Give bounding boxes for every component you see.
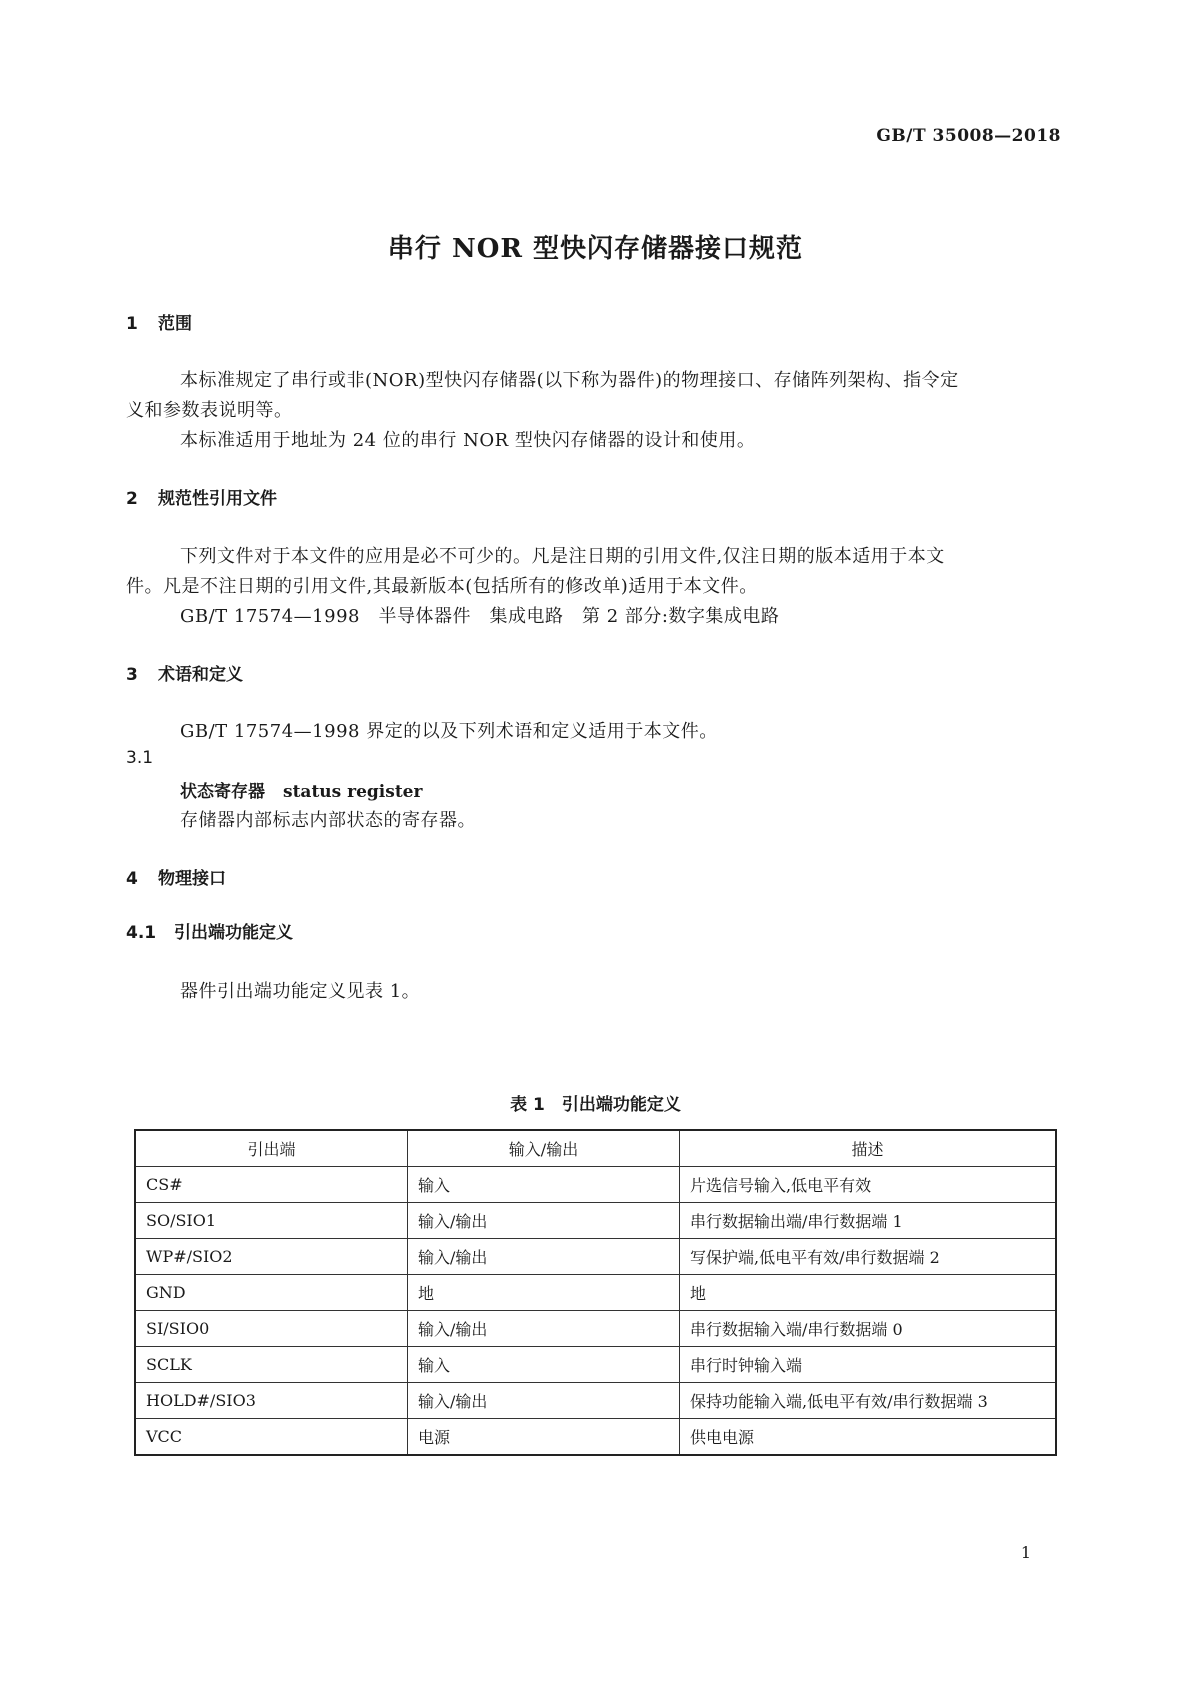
table-row [135, 1383, 1056, 1419]
table-cell: 输入/输出 [408, 1311, 680, 1347]
table-row [135, 1419, 1056, 1456]
section-title: 物理接口 [158, 869, 226, 889]
section-title: 范围 [158, 314, 192, 334]
section-number: 3 [126, 665, 138, 685]
table-row [135, 1203, 1056, 1239]
table-cell: GND [135, 1275, 408, 1311]
table-header-row [135, 1130, 1056, 1167]
section-1-paragraph-line: 义和参数表说明等。 [126, 400, 293, 421]
section-2-paragraph-line: 下列文件对于本文件的应用是必不可少的。凡是注日期的引用文件,仅注日期的版本适用于本文 [180, 546, 945, 567]
table-cell: 地 [680, 1275, 1057, 1311]
table-cell: 片选信号输入,低电平有效 [680, 1167, 1057, 1203]
section-number: 4 [126, 869, 138, 889]
subsection-title: 引出端功能定义 [174, 923, 293, 943]
section-2-paragraph-line: 件。凡是不注日期的引用文件,其最新版本(包括所有的修改单)适用于本文件。 [126, 576, 758, 597]
column-header: 输入/输出 [408, 1130, 680, 1167]
table-cell: SI/SIO0 [135, 1311, 408, 1347]
table-cell: 输入/输出 [408, 1239, 680, 1275]
table-cell: VCC [135, 1419, 408, 1456]
table-row [135, 1167, 1056, 1203]
section-number: 1 [126, 314, 138, 334]
term-number: 3.1 [126, 748, 154, 768]
section-3-paragraph: GB/T 17574—1998 界定的以及下列术语和定义适用于本文件。 [180, 721, 718, 742]
table-cell: 输入/输出 [408, 1383, 680, 1419]
table-cell: SCLK [135, 1347, 408, 1383]
table-caption: 表 1 引出端功能定义 [510, 1095, 681, 1115]
column-header: 引出端 [135, 1130, 408, 1167]
standard-number: GB/T 35008—2018 [876, 126, 1061, 146]
section-4-heading [126, 864, 226, 889]
table-cell: 串行数据输出端/串行数据端 1 [680, 1203, 1057, 1239]
table-cell: 输入/输出 [408, 1203, 680, 1239]
table-row [135, 1347, 1056, 1383]
term-chinese: 状态寄存器 [180, 782, 265, 802]
table-cell: SO/SIO1 [135, 1203, 408, 1239]
table-cell: 串行数据输入端/串行数据端 0 [680, 1311, 1057, 1347]
table-cell: 保持功能输入端,低电平有效/串行数据端 3 [680, 1383, 1057, 1419]
table-row [135, 1275, 1056, 1311]
pin-definition-table [134, 1129, 1057, 1456]
section-1-paragraph-line: 本标准规定了串行或非(NOR)型快闪存储器(以下称为器件)的物理接口、存储阵列架构、指令定 [180, 370, 959, 391]
table-cell: 供电电源 [680, 1419, 1057, 1456]
column-header: 描述 [680, 1130, 1057, 1167]
term-english: status register [283, 782, 423, 802]
document-title: 串行 NOR 型快闪存储器接口规范 [387, 234, 804, 264]
normative-reference: GB/T 17574—1998 半导体器件 集成电路 第 2 部分:数字集成电路 [180, 606, 780, 627]
table-row [135, 1311, 1056, 1347]
section-title: 规范性引用文件 [158, 489, 277, 509]
section-2-heading [126, 484, 277, 509]
table-cell: WP#/SIO2 [135, 1239, 408, 1275]
table-cell: 地 [408, 1275, 680, 1311]
table-cell: 输入 [408, 1167, 680, 1203]
table-row [135, 1239, 1056, 1275]
section-4-paragraph: 器件引出端功能定义见表 1。 [180, 981, 421, 1002]
section-number: 2 [126, 489, 138, 509]
table-cell: HOLD#/SIO3 [135, 1383, 408, 1419]
table-cell: 电源 [408, 1419, 680, 1456]
page-number: 1 [1020, 1543, 1031, 1562]
table-cell: 写保护端,低电平有效/串行数据端 2 [680, 1239, 1057, 1275]
section-1-heading [126, 309, 192, 334]
term-definition: 存储器内部标志内部状态的寄存器。 [180, 810, 476, 831]
table-cell: 串行时钟输入端 [680, 1347, 1057, 1383]
table-cell: CS# [135, 1167, 408, 1203]
section-title: 术语和定义 [158, 665, 243, 685]
section-3-heading [126, 660, 243, 685]
subsection-4-1-heading [126, 918, 293, 943]
subsection-number: 4.1 [126, 923, 157, 943]
section-1-paragraph: 本标准适用于地址为 24 位的串行 NOR 型快闪存储器的设计和使用。 [180, 430, 756, 451]
term-entry [180, 777, 422, 802]
table-cell: 输入 [408, 1347, 680, 1383]
